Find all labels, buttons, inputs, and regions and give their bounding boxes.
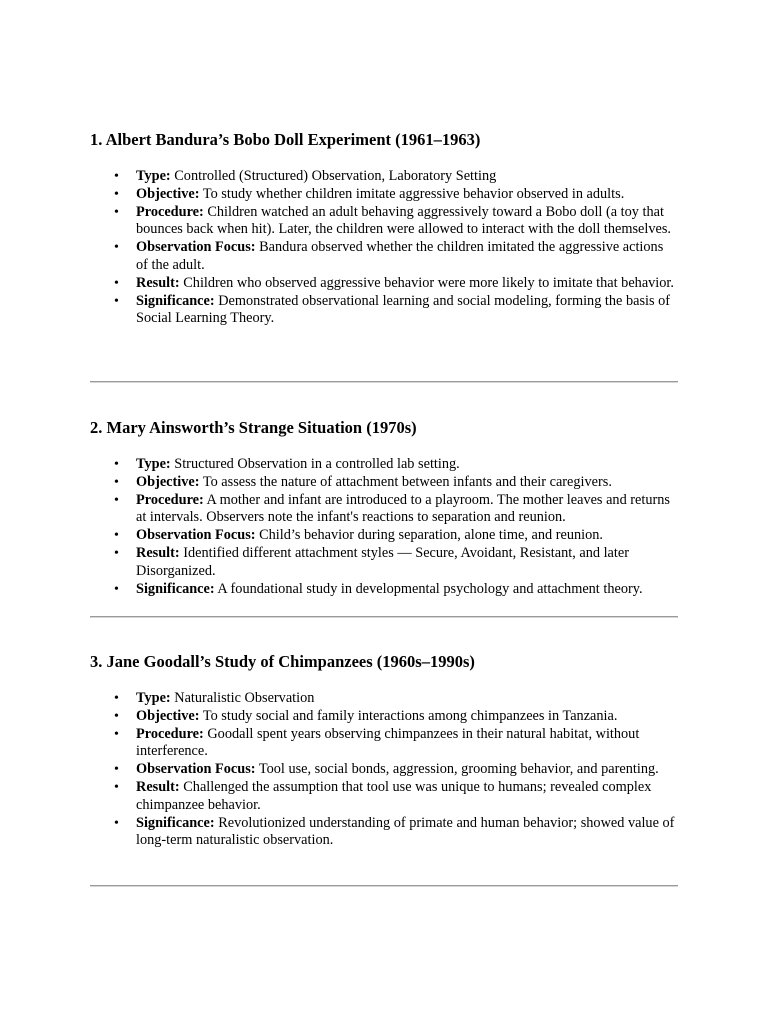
item-label: Result: [136, 778, 180, 795]
horizontal-divider [90, 616, 678, 618]
list-item-objective [90, 708, 678, 726]
section-bandura [90, 130, 678, 328]
item-label: Objective: [136, 473, 200, 490]
fact-list [90, 456, 678, 598]
list-item-significance [90, 293, 678, 329]
item-text: A foundational study in developmental psychology and attachment theory. [214, 580, 643, 597]
item-text: Controlled (Structured) Observation, Laboratory Setting [170, 168, 497, 184]
list-item-procedure [90, 726, 678, 762]
item-text: Challenged the assumption that tool use was unique to humans; revealed complex chimpanzee behavior. [136, 778, 652, 813]
item-text: Structured Observation in a controlled lab setting. [170, 456, 460, 472]
bullet-icon: • [114, 528, 119, 544]
list-item-observation-focus [90, 761, 678, 779]
item-text: Bandura observed whether the children imitated the aggressive actions of the adult. [136, 239, 664, 273]
item-text: Demonstrated observational learning and social modeling, forming the basis of Social Learning Theory. [136, 292, 671, 327]
bullet-icon: • [114, 204, 119, 220]
list-item-result [90, 275, 678, 293]
horizontal-divider [90, 381, 678, 383]
bullet-icon: • [114, 275, 119, 291]
item-label: Result: [136, 544, 180, 561]
list-item-objective [90, 474, 678, 492]
list-item-result [90, 779, 678, 815]
item-label: Significance: [136, 580, 215, 597]
item-label: Type: [136, 690, 171, 706]
list-item-procedure [90, 492, 678, 528]
bullet-icon: • [114, 169, 119, 184]
item-label: Type: [136, 168, 171, 184]
bullet-icon: • [114, 708, 119, 724]
item-label: Significance: [136, 292, 215, 309]
bullet-icon: • [114, 186, 119, 202]
bullet-icon: • [114, 691, 119, 706]
list-item-observation-focus [90, 527, 678, 545]
bullet-icon: • [114, 474, 119, 490]
item-text: Revolutionized understanding of primate and human behavior; showed value of long-term naturalistic observation. [136, 814, 675, 849]
item-text: To study social and family interactions among chimpanzees in Tanzania. [199, 707, 618, 724]
item-text: Identified different attachment styles — Secure, Avoidant, Resistant, and later Disorganized. [136, 544, 629, 579]
list-item-significance [90, 581, 678, 599]
list-item-objective [90, 186, 678, 204]
fact-list [90, 690, 678, 850]
item-text: Tool use, social bonds, aggression, grooming behavior, and parenting. [255, 761, 659, 778]
bullet-icon: • [114, 779, 119, 795]
bullet-icon: • [114, 492, 119, 508]
item-label: Objective: [136, 707, 200, 724]
item-label: Type: [136, 456, 171, 472]
list-item-result [90, 545, 678, 581]
bullet-icon: • [114, 545, 119, 561]
item-label: Result: [136, 274, 180, 291]
item-label: Procedure: [136, 203, 204, 220]
item-text: To study whether children imitate aggressive behavior observed in adults. [199, 185, 625, 202]
item-label: Observation Focus: [136, 239, 256, 256]
bullet-icon: • [114, 293, 119, 309]
fact-list [90, 168, 678, 328]
item-text: Children who observed aggressive behavior were more likely to imitate that behavior. [179, 274, 674, 291]
bullet-icon: • [114, 240, 119, 256]
list-item-type [90, 456, 678, 474]
item-text: Children watched an adult behaving aggressively toward a Bobo doll (a toy that bounces back when hit). Later, the children were allowed to interact with the doll themselves. [136, 203, 671, 238]
item-label: Objective: [136, 185, 200, 202]
item-label: Observation Focus: [136, 761, 256, 778]
bullet-icon: • [114, 581, 119, 597]
bullet-icon: • [114, 457, 119, 472]
item-label: Procedure: [136, 491, 204, 508]
item-label: Observation Focus: [136, 527, 256, 544]
bullet-icon: • [114, 762, 119, 778]
item-text: Naturalistic Observation [170, 690, 315, 706]
list-item-type [90, 690, 678, 708]
item-text: Child’s behavior during separation, alone time, and reunion. [255, 527, 603, 544]
list-item-observation-focus [90, 239, 678, 275]
item-text: Goodall spent years observing chimpanzees in their natural habitat, without interference. [136, 725, 640, 760]
item-label: Procedure: [136, 725, 204, 742]
list-item-type [90, 168, 678, 186]
item-text: To assess the nature of attachment between infants and their caregivers. [199, 473, 612, 490]
bullet-icon: • [114, 815, 119, 831]
list-item-significance [90, 815, 678, 851]
section-title: 2. Mary Ainsworth’s Strange Situation (1970s) [90, 418, 417, 437]
bullet-icon: • [114, 726, 119, 742]
section-title: 3. Jane Goodall’s Study of Chimpanzees (1960s–1990s) [90, 652, 475, 671]
item-text: A mother and infant are introduced to a playroom. The mother leaves and returns at intervals. Observers note the infant's reactions to separation and reunion. [136, 491, 670, 526]
list-item-procedure [90, 204, 678, 240]
section-title: 1. Albert Bandura’s Bobo Doll Experiment (1961–1963) [90, 130, 481, 149]
section-ainsworth [90, 418, 678, 598]
item-label: Significance: [136, 814, 215, 831]
horizontal-divider [90, 885, 678, 887]
section-goodall [90, 652, 678, 850]
